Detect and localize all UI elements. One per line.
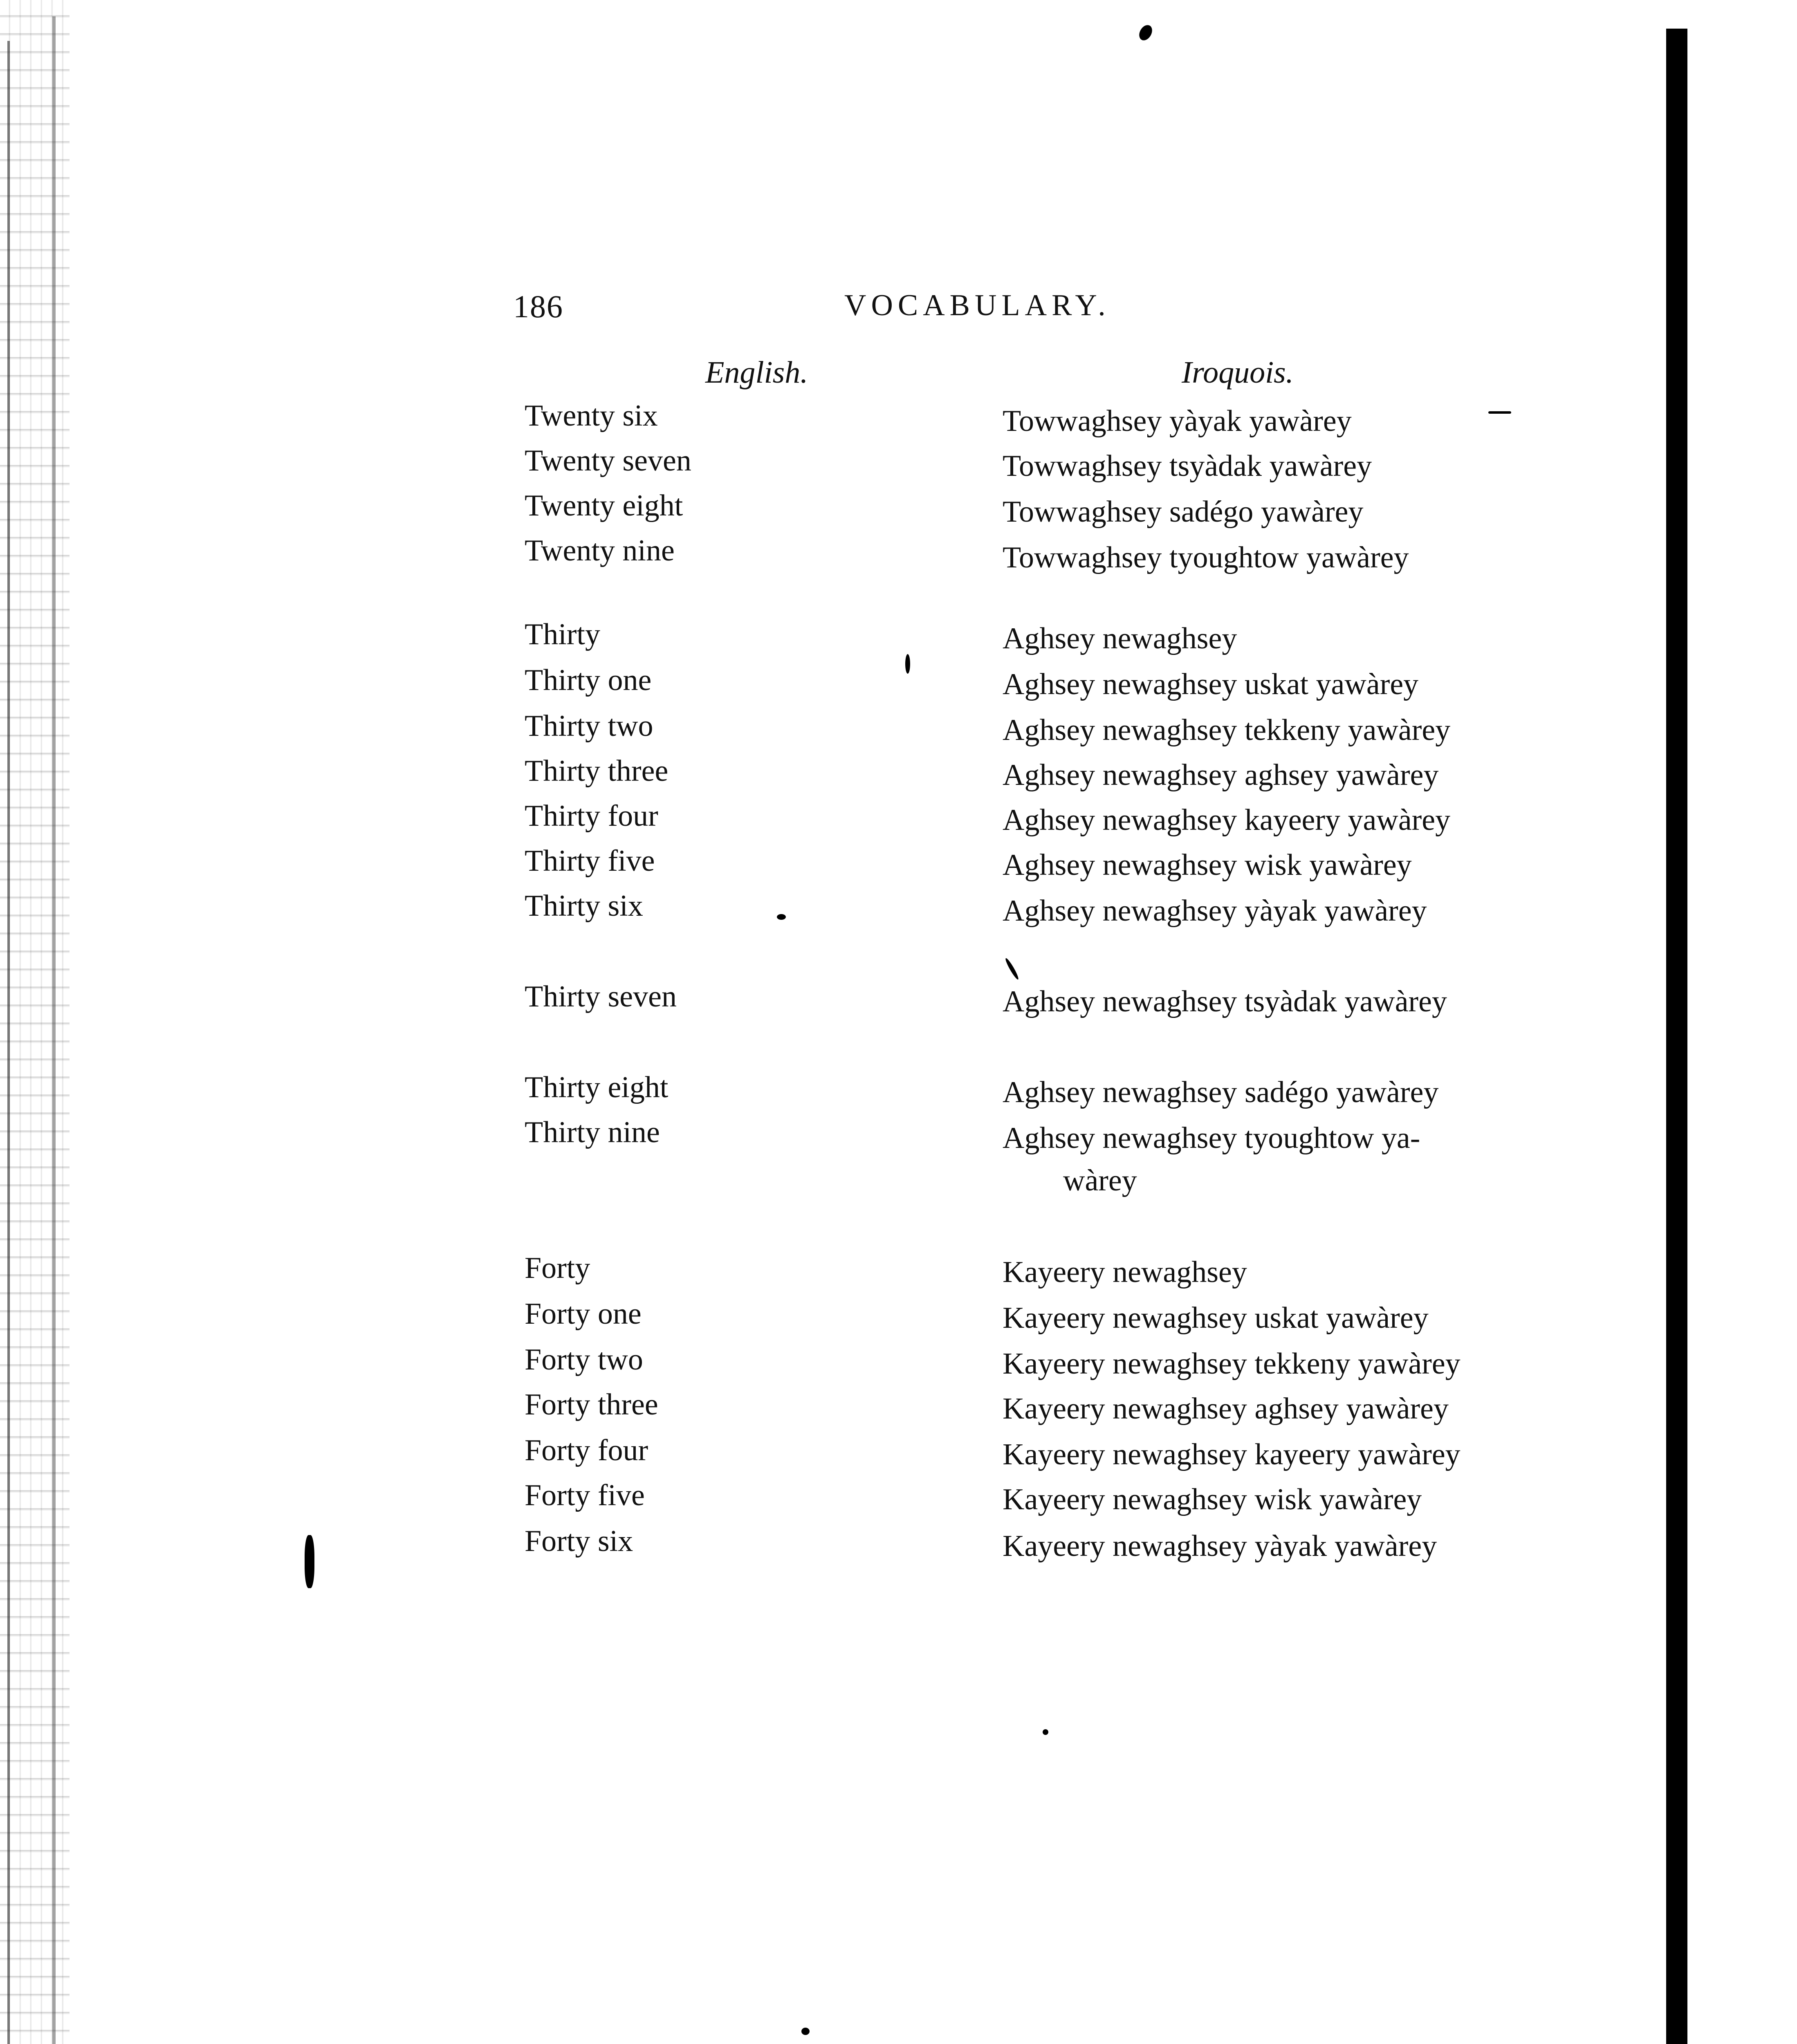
english-term: Forty three [525,1388,658,1421]
page-number: 186 [513,289,563,324]
iroquois-term: Kayeery newaghsey wisk yawàrey [1003,1483,1422,1516]
english-term: Twenty six [525,399,658,433]
english-term: Thirty eight [525,1071,669,1104]
iroquois-term: Aghsey newaghsey [1003,622,1237,655]
page-header [513,288,1167,337]
scan-edge-line-inner [52,16,56,2044]
english-term: Thirty two [525,709,653,743]
iroquois-term: Aghsey newaghsey wisk yawàrey [1003,848,1412,882]
iroquois-term: Aghsey newaghsey tsyàdak yawàrey [1003,985,1447,1018]
ink-speck [777,914,786,920]
english-term: Forty two [525,1343,643,1376]
english-term: Thirty nine [525,1116,660,1149]
running-title: VOCABULARY. [844,289,1111,322]
iroquois-term: Kayeery newaghsey tekkeny yawàrey [1003,1347,1460,1381]
column-heading-iroquois: Iroquois. [1182,355,1294,390]
english-term: Forty [525,1251,590,1285]
english-term: Forty four [525,1434,648,1467]
iroquois-term: Kayeery newaghsey aghsey yawàrey [1003,1392,1449,1425]
scan-edge-speckle [0,0,70,2044]
ink-speck [801,2028,810,2035]
iroquois-term: Kayeery newaghsey [1003,1255,1247,1289]
english-term: Thirty six [525,889,643,923]
iroquois-term: Aghsey newaghsey sadégo yawàrey [1003,1076,1439,1109]
ink-speck [905,654,910,674]
iroquois-term: Kayeery newaghsey uskat yawàrey [1003,1301,1429,1335]
iroquois-term: Towwaghsey sadégo yawàrey [1003,495,1364,529]
english-term: Thirty three [525,754,669,788]
iroquois-term: Aghsey newaghsey yàyak yawàrey [1003,894,1427,928]
iroquois-term: Kayeery newaghsey kayeery yawàrey [1003,1438,1460,1471]
iroquois-term: Aghsey newaghsey kayeery yawàrey [1003,803,1451,837]
column-heading-english: English. [705,355,808,390]
ink-speck [1137,23,1155,43]
iroquois-term: Aghsey newaghsey uskat yawàrey [1003,668,1419,701]
english-term: Thirty seven [525,980,677,1013]
iroquois-term: Towwaghsey tsyàdak yawàrey [1003,449,1372,483]
ink-speck [305,1535,314,1588]
english-term: Thirty four [525,799,658,833]
english-term: Forty five [525,1479,645,1512]
iroquois-term: Towwaghsey tyoughtow yawàrey [1003,541,1409,574]
scan-edge-line [7,41,10,2044]
english-term: Forty six [525,1524,633,1558]
ink-speck [1004,957,1020,981]
english-term: Thirty [525,618,600,651]
english-term: Thirty one [525,663,652,697]
binding-shadow-bar [1666,29,1687,2044]
english-term: Twenty eight [525,489,683,522]
iroquois-term: Aghsey newaghsey tekkeny yawàrey [1003,713,1451,747]
english-term: Twenty seven [525,444,691,477]
iroquois-term: Kayeery newaghsey yàyak yawàrey [1003,1529,1437,1563]
iroquois-term: Towwaghsey yàyak yawàrey [1003,404,1352,438]
iroquois-term: Aghsey newaghsey aghsey yawàrey [1003,758,1439,792]
iroquois-term-continuation: wàrey [1063,1164,1137,1197]
english-term: Forty one [525,1297,642,1331]
english-term: Twenty nine [525,534,675,567]
ink-speck [1043,1729,1048,1735]
english-term: Thirty five [525,844,655,878]
iroquois-term: Aghsey newaghsey tyoughtow ya- [1003,1121,1420,1155]
ink-speck [1488,411,1511,414]
